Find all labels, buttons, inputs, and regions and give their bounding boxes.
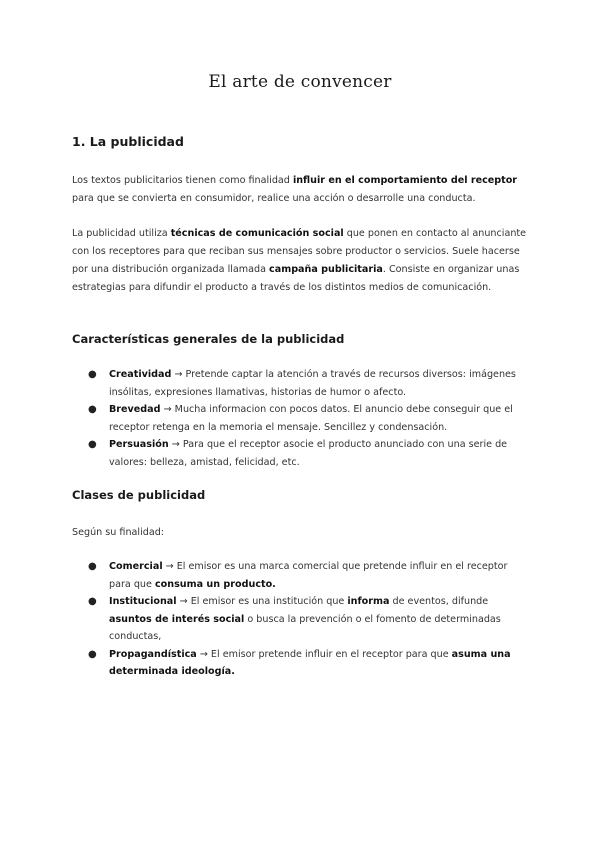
list-item-text: → El emisor es una institución que [176,596,348,607]
paragraph-text: que ponen en contacto al anunciante con los receptores para que reciban sus mensajes sobre productor o servicios. Suele hacerse por una distribución organizada llamada [72,228,527,275]
paragraph-tecnicas [72,225,532,297]
paragraph-text: . Consiste en organizar unas estrategias para difundir el producto a través de los distintos medios de comunicación. [72,264,520,293]
list-item-text: → Mucha informacion con pocos datos. El anuncio debe conseguir que el receptor retenga en la memoria el mensaje. Sencillez y condensación. [109,404,513,433]
list-item [72,366,532,401]
list-item [72,401,532,436]
paragraph-bold: influir en el comportamiento del receptor [292,175,518,186]
bullet-icon: ● [88,561,97,572]
subheading-clases: Clases de publicidad [72,488,206,502]
list-item-term: Persuasión [109,439,169,450]
list-item-text: o busca la prevención o el fomento de determinadas conductas, [109,613,501,642]
list-item-bold: consuma un producto. [154,578,276,590]
list-item-term: Propagandística [109,648,197,660]
bullet-icon: ● [88,439,97,450]
paragraph-text: para que se convierta en consumidor, realice una acción o desarrolle una conducta. [72,193,476,204]
list-item-bold: asuma una determinada ideología. [109,648,511,677]
list-item-text: de eventos, difunde [389,596,489,607]
section-heading-publicidad: 1. La publicidad [72,134,184,149]
document-title: El arte de convencer [208,72,392,92]
subheading-caracteristicas: Características generales de la publicidad [72,332,345,346]
list-item-term: Creatividad [109,369,172,380]
list-item-text: → El emisor es una marca comercial que pretende influir en el receptor para que [109,561,508,590]
list-item [72,646,532,681]
list-item [72,558,532,593]
paragraph-finalidad [72,172,532,208]
bullet-icon: ● [88,404,97,415]
list-item [72,436,532,471]
list-caracteristicas [72,366,532,471]
bullet-icon: ● [88,596,97,607]
paragraph-text: Los textos publicitarios tienen como finalidad [72,175,293,186]
bullet-icon: ● [88,648,97,660]
list-item-text: → Para que el receptor asocie el producto anunciado con una serie de valores: belleza, amistad, felicidad, etc. [109,439,508,468]
paragraph-bold: campaña publicitaria [269,264,383,275]
list-item-term: Brevedad [109,404,161,415]
list-item-term: Institucional [109,596,177,607]
list-item-bold: asuntos de interés social [109,613,245,625]
list-item-text: → Pretende captar la atención a través de recursos diversos: imágenes insólitas, expresiones llamativas, historias de humor o afecto. [109,369,516,398]
list-item [72,593,532,646]
list-clases [72,558,532,681]
bullet-icon: ● [88,369,97,380]
paragraph-intro-finalidad: Según su finalidad: [72,527,165,538]
list-item-bold: informa [347,596,390,607]
paragraph-text: La publicidad utiliza [72,228,171,239]
list-item-text: → El emisor pretende influir en el receptor para que [196,648,452,660]
paragraph-bold: técnicas de comunicación social [170,228,344,239]
list-item-term: Comercial [109,561,163,572]
